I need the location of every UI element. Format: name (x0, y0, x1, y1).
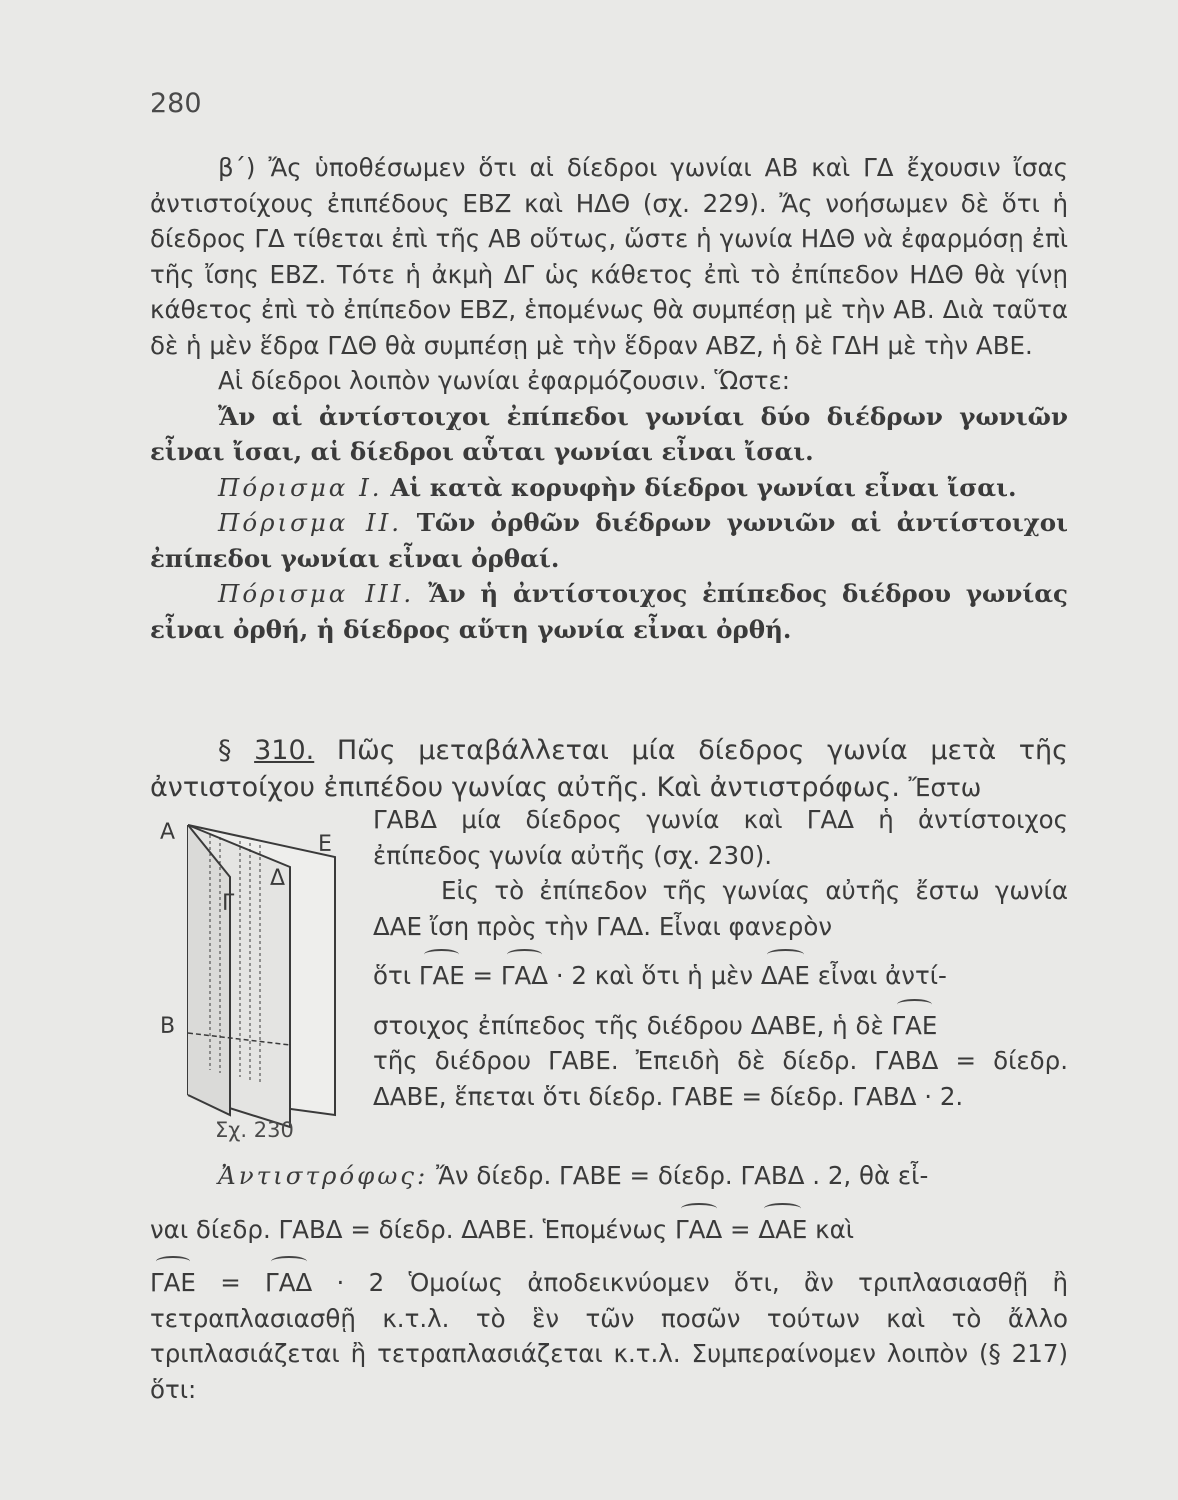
section-heading (150, 732, 1068, 806)
angle-gae: ΓΑΕ (419, 958, 465, 994)
converse-label: Ἀντιστρόφως: (218, 1161, 429, 1190)
section-title: Πῶς μεταβάλλεται μία δίεδρος γωνία μετὰ τῆς ἀντιστοίχου ἐπιπέδου γωνίας αὐτῆς. Καὶ ἀντιστρόφως. (150, 735, 1068, 803)
math-line-2: στοιχος ἐπίπεδος τῆς διέδρου ΔΑΒΕ, ἡ δὲ ΓΑΕ (373, 1008, 1068, 1044)
angle-gae: ΓΑΕ (891, 1008, 937, 1044)
corollary-3: Πόρισμα III. Ἄν ἡ ἀντίστοιχος ἐπίπεδος διέδρου γωνίας εἶναι ὀρθή, ἡ δίεδρος αὕτη γωνία εἶναι ὀρθή. (150, 579, 1068, 644)
wrap-paragraph-3: τῆς διέδρου ΓΑΒΕ. Ἐπειδὴ δὲ δίεδρ. ΓΑΒΔ = δίεδρ. ΔΑΒΕ, ἕπεται ὅτι δίεδρ. ΓΑΒΕ = δίεδρ. ΓΑΒΔ · 2. (373, 1046, 1068, 1111)
converse-line-2: ναι δίεδρ. ΓΑΒΔ = δίεδρ. ΔΑΒΕ. Ἑπομένως ΓΑΔ = ΔΑΕ καὶ (150, 1212, 1068, 1248)
angle-dae: ΔΑΕ (761, 958, 810, 994)
figure-label-a: Α (160, 820, 176, 845)
converse-line-3: ΓΑΕ = ΓΑΔ · 2 Ὁμοίως ἀποδεικνύομεν ὅτι, ἂν τριπλασιασθῇ ἢ τετραπλασιασθῇ κ.τ.λ. τὸ ἓν τῶν ποσῶν τούτων καὶ τὸ ἄλλο τριπλασιάζεται ἢ τετραπλασιάζεται κ.τ.λ. Συμπεραίνομεν λοιπὸν (§ 217) ὅτι: (150, 1265, 1068, 1407)
figure-label-b: Β (160, 1014, 176, 1039)
proof-part-b (150, 150, 1068, 647)
theorem-statement: Ἄν αἱ ἀντίστοιχοι ἐπίπεδοι γωνίαι δύο διέδρων γωνιῶν εἶναι ἴσαι, αἱ δίεδροι αὗται γωνίαι εἶναι ἴσαι. (150, 401, 1068, 466)
section-lead: Ἔστω (908, 773, 982, 802)
corollary-2: Πόρισμα II. Τῶν ὀρθῶν διέδρων γωνιῶν αἱ ἀντίστοιχοι ἐπίπεδοι γωνίαι εἶναι ὀρθαί. (150, 508, 1068, 573)
math-line-1: ὅτι ΓΑΕ = ΓΑΔ · 2 καὶ ὅτι ἡ μὲν ΔΑΕ εἶναι ἀντί- (373, 958, 1068, 994)
wrap-paragraph-1: ΓΑΒΔ μία δίεδρος γωνία καὶ ΓΑΔ ἡ ἀντίστοιχος ἐπίπεδος γωνία αὐτῆς (σχ. 230). (373, 805, 1068, 870)
section-sign: § (218, 735, 232, 766)
page-number: 280 (150, 88, 202, 119)
corollary-1: Πόρισμα I. Αἱ κατὰ κορυφὴν δίεδροι γωνίαι εἶναι ἴσαι. (218, 472, 1017, 502)
dihedral-figure (150, 815, 360, 1145)
converse-section: Ἀντιστρόφως: Ἄν δίεδρ. ΓΑΒΕ = δίεδρ. ΓΑΒΔ . 2, θὰ εἶ- ναι δίεδρ. ΓΑΒΔ = δίεδρ. ΔΑΒΕ. Ἑπομένως ΓΑΔ = ΔΑΕ καὶ ΓΑΕ = ΓΑΔ · 2 Ὁμοίως ἀποδεικνύομεν ὅτι, ἂν τριπλασιασθῇ ἢ τετραπλασιασθῇ κ.τ.λ. τὸ ἓν τῶν ποσῶν τούτων καὶ τὸ ἄλλο τριπλασιάζεται ἢ τετραπλασιάζεται κ.τ.λ. Συμπεραίνομεν λοιπὸν (§ 217) ὅτι: (150, 1158, 1068, 1407)
figure-label-d: Δ (270, 866, 286, 891)
figure-label-e: Ε (318, 832, 332, 857)
wrap-paragraph-2: Εἰς τὸ ἐπίπεδον τῆς γωνίας αὐτῆς ἔστω γωνία ΔΑΕ ἴση πρὸς τὴν ΓΑΔ. Εἶναι φανερὸν (373, 876, 1068, 941)
angle-gad: ΓΑΔ (501, 958, 548, 994)
wrapped-text (373, 802, 1068, 1114)
proof-paragraph: β΄) Ἄς ὑποθέσωμεν ὅτι αἱ δίεδροι γωνίαι ΑΒ καὶ ΓΔ ἔχουσιν ἴσας ἀντιστοίχους ἐπιπέδους ΕΒΖ καὶ ΗΔΘ (σχ. 229). Ἄς νοήσωμεν δὲ ὅτι ἡ δίεδρος ΓΔ τίθεται ἐπὶ τῆς ΑΒ οὕτως, ὥστε ἡ γωνία ΗΔΘ νὰ ἐφαρμόσῃ ἐπὶ τῆς ἴσης ΕΒΖ. Τότε ἡ ἀκμὴ ΔΓ ὡς κάθετος ἐπὶ τὸ ἐπίπεδον ΗΔΘ θὰ γίνῃ κάθετος ἐπὶ τὸ ἐπίπεδον ΕΒΖ, ἑπομένως θὰ συμπέσῃ μὲ τὴν ΑΒ. Διὰ ταῦτα δὲ ἡ μὲν ἕδρα ΓΔΘ θὰ συμπέσῃ μὲ τὴν ἕδραν ΑΒΖ, ἡ δὲ ΓΔΗ μὲ τὴν ΑΒΕ. (150, 153, 1068, 360)
figure-label-g: Γ (222, 891, 235, 916)
section-number: 310. (254, 735, 315, 766)
conclusion-paragraph: Αἱ δίεδροι λοιπὸν γωνίαι ἐφαρμόζουσιν. Ὥστε: (218, 366, 791, 395)
figure-caption: Σχ. 230 (215, 1118, 294, 1142)
